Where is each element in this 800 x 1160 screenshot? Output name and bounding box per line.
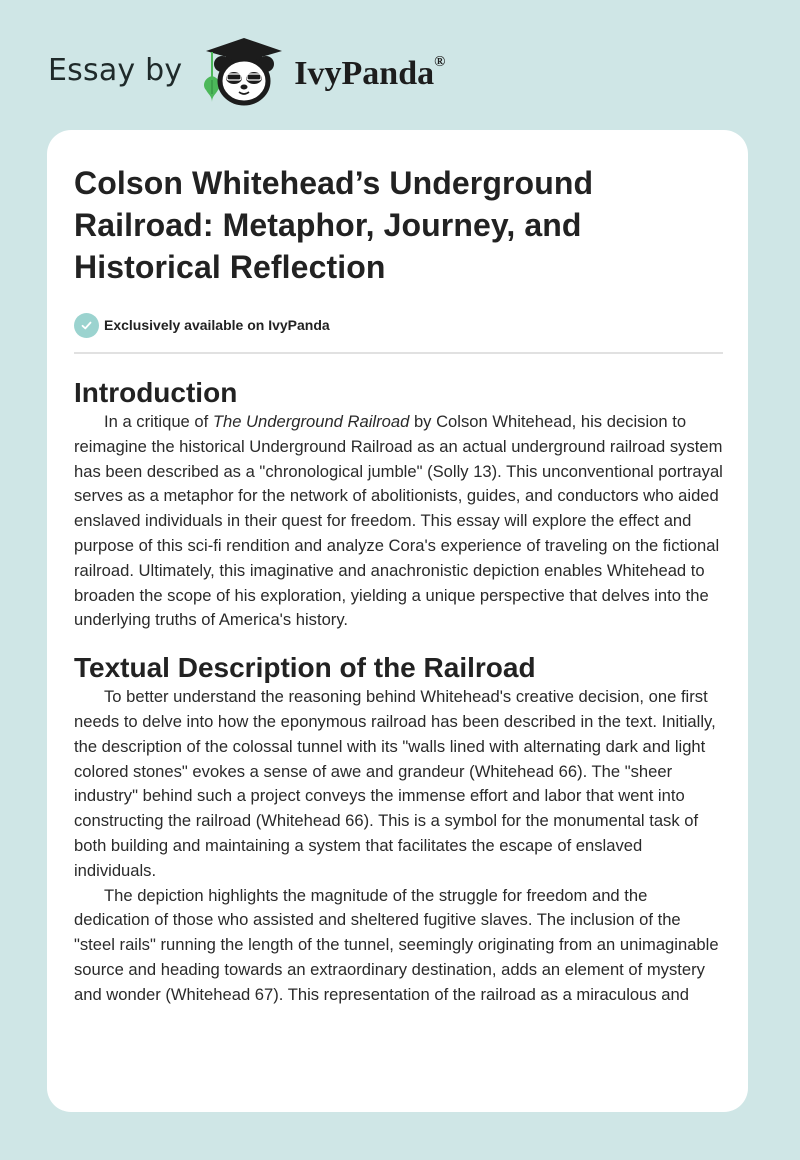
- essay-card: [47, 130, 748, 1112]
- essay-by-label: Essay by: [48, 52, 183, 88]
- section-heading-textual-description: Textual Description of the Railroad: [74, 652, 536, 684]
- exclusive-badge-text: Exclusively available on IvyPanda: [104, 317, 330, 333]
- brand-name[interactable]: [294, 55, 445, 93]
- page-title: Colson Whitehead’s Underground Railroad: Metaphor, Journey, and Historical Reflection: [74, 165, 594, 285]
- essay-content: [74, 162, 724, 1008]
- section-heading-introduction: Introduction: [74, 377, 238, 408]
- paragraph-textual-2: The depiction highlights the magnitude of the struggle for freedom and the dedication of those who assisted and sheltered fugitive slaves. The inclusion of the "steel rails" running the length of the tunnel, seemingly originating from an unimaginable source and heading towards an extraordinary destination, adds an element of mystery and wonder (Whitehead 67). This representation of the railroad as a miraculous and: [74, 885, 719, 1004]
- check-circle-icon: [74, 313, 99, 338]
- title-divider: [74, 352, 723, 354]
- paragraph-text: by Colson Whitehead, his decision to reimagine the historical Underground Railroad as an actual underground railroad system has been described as a "chronological jumble" (Solly 13). This unconventional portrayal serves as a metaphor for the network of abolitionists, guides, and conductors who aided enslaved individuals in their quest for freedom. This essay will explore the effect and purpose of this sci-fi rendition and analyze Cora's experience of traveling on the fictional railroad. Ultimately, this imaginative and anachronistic depiction enables Whitehead to broaden the scope of his exploration, yielding a unique perspective that delves into the underlying truths of America's history.: [74, 412, 723, 630]
- site-header: [48, 36, 445, 108]
- exclusive-badge: [74, 312, 724, 338]
- book-title-italic: The Underground Railroad: [212, 412, 410, 431]
- paragraph-textual-1: To better understand the reasoning behind Whitehead's creative decision, one first needs to delve into how the eponymous railroad has been described in the text. Initially, the description of the colossal tunnel with its "walls lined with alternating dark and light colored stones" evokes a sense of awe and grandeur (Whitehead 66). The "sheer industry" behind such a project conveys the immense effort and labor that went into constructing the railroad (Whitehead 66). This is a symbol for the monumental task of both building and maintaining a system that facilitates the escape of enslaved individuals.: [74, 687, 716, 880]
- paragraph-text: In a critique of: [104, 412, 213, 431]
- paragraph-introduction: [74, 410, 724, 633]
- panda-graduate-icon[interactable]: [200, 34, 294, 111]
- registered-mark: ®: [434, 53, 446, 70]
- brand-text: IvyPanda: [294, 55, 435, 92]
